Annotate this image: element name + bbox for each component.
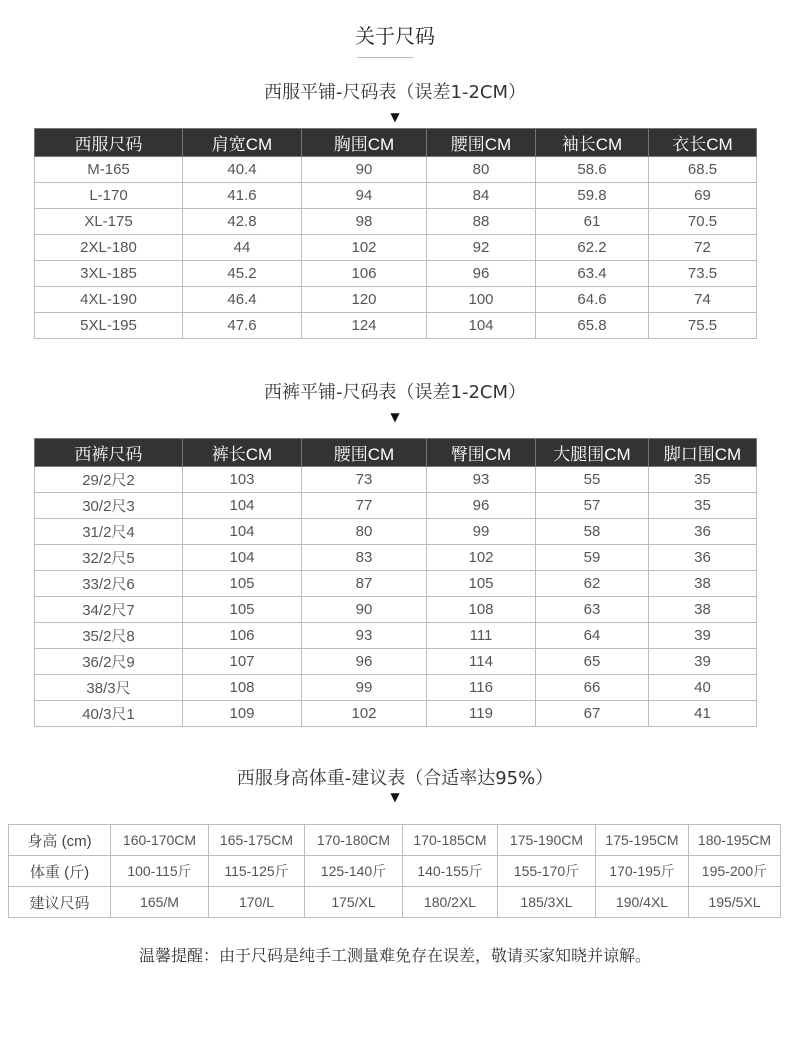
table-cell: 175-190CM [498,825,596,856]
column-header: 西裤尺码 [35,439,183,467]
table-cell: 96 [302,649,427,675]
table-cell: 36 [649,545,757,571]
table-cell: 99 [302,675,427,701]
row-label-cell: L-170 [35,183,183,209]
table-cell: 40.4 [183,157,302,183]
table-cell: 35 [649,493,757,519]
table-cell: 59.8 [536,183,649,209]
table-cell: 111 [427,623,536,649]
table-cell: 35 [649,467,757,493]
table-cell: 104 [183,519,302,545]
table-cell: 195-200斤 [689,856,781,887]
table-cell: 190/4XL [596,887,689,918]
column-header: 衣长CM [649,129,757,157]
table-row [35,545,757,571]
row-label-cell: 2XL-180 [35,235,183,261]
table-row [9,887,781,918]
table-cell: 115-125斤 [209,856,305,887]
table-cell: 90 [302,157,427,183]
table-cell: 80 [302,519,427,545]
table-row [9,825,781,856]
row-label-cell: 34/2尺7 [35,597,183,623]
table-cell: 165/M [111,887,209,918]
table-row [35,597,757,623]
table-cell: 39 [649,623,757,649]
table-cell: 105 [427,571,536,597]
table-cell: 195/5XL [689,887,781,918]
table-cell: 175-195CM [596,825,689,856]
row-label-cell: 33/2尺6 [35,571,183,597]
table-cell: 38 [649,571,757,597]
table-cell: 102 [427,545,536,571]
table-row [35,183,757,209]
title-divider [357,57,413,58]
table-header-row [35,129,757,157]
table-cell: 102 [302,235,427,261]
table-cell: 63 [536,597,649,623]
table-cell: 66 [536,675,649,701]
table-cell: 170-185CM [403,825,498,856]
table-cell: 38 [649,597,757,623]
table-cell: 94 [302,183,427,209]
table-cell: 75.5 [649,313,757,339]
table-cell: 165-175CM [209,825,305,856]
table-cell: 58.6 [536,157,649,183]
table-cell: 108 [427,597,536,623]
table-cell: 93 [427,467,536,493]
table-cell: 61 [536,209,649,235]
suit-arrow-down-icon: ▼ [390,110,400,124]
row-label-cell: 身高 (cm) [9,825,111,856]
table-cell: 98 [302,209,427,235]
table-cell: 180-195CM [689,825,781,856]
column-header: 西服尺码 [35,129,183,157]
table-cell: 36 [649,519,757,545]
table-cell: 116 [427,675,536,701]
column-header: 臀围CM [427,439,536,467]
table-cell: 62 [536,571,649,597]
table-cell: 74 [649,287,757,313]
table-cell: 175/XL [305,887,403,918]
table-row [35,209,757,235]
column-header: 袖长CM [536,129,649,157]
table-row [35,571,757,597]
suit-size-table [34,128,757,339]
table-cell: 100-115斤 [111,856,209,887]
pants-size-table [34,438,757,727]
table-cell: 44 [183,235,302,261]
suit-table-title: 西服平铺-尺码表（误差1-2CM） [264,82,526,103]
table-cell: 155-170斤 [498,856,596,887]
table-cell: 83 [302,545,427,571]
table-cell: 104 [427,313,536,339]
table-cell: 105 [183,571,302,597]
table-cell: 102 [302,701,427,727]
table-cell: 72 [649,235,757,261]
table-cell: 73 [302,467,427,493]
recommend-table-title: 西服身高体重-建议表（合适率达95%） [236,768,554,789]
pants-table-title: 西裤平铺-尺码表（误差1-2CM） [264,382,526,403]
table-cell: 170/L [209,887,305,918]
table-row [35,287,757,313]
table-row [35,261,757,287]
table-cell: 64 [536,623,649,649]
table-header-row [35,439,757,467]
column-header: 腰围CM [427,129,536,157]
row-label-cell: M-165 [35,157,183,183]
table-cell: 42.8 [183,209,302,235]
table-cell: 55 [536,467,649,493]
table-cell: 65.8 [536,313,649,339]
column-header: 脚口围CM [649,439,757,467]
table-cell: 119 [427,701,536,727]
table-cell: 47.6 [183,313,302,339]
row-label-cell: 36/2尺9 [35,649,183,675]
table-cell: 90 [302,597,427,623]
table-cell: 96 [427,493,536,519]
table-cell: 170-180CM [305,825,403,856]
row-label-cell: 建议尺码 [9,887,111,918]
table-row [35,467,757,493]
table-cell: 103 [183,467,302,493]
row-label-cell: 31/2尺4 [35,519,183,545]
table-cell: 109 [183,701,302,727]
table-cell: 80 [427,157,536,183]
row-label-cell: 32/2尺5 [35,545,183,571]
table-row [35,235,757,261]
table-cell: 125-140斤 [305,856,403,887]
table-cell: 67 [536,701,649,727]
table-cell: 106 [183,623,302,649]
table-row [35,157,757,183]
table-cell: 77 [302,493,427,519]
table-cell: 124 [302,313,427,339]
row-label-cell: XL-175 [35,209,183,235]
table-cell: 105 [183,597,302,623]
table-cell: 62.2 [536,235,649,261]
size-disclaimer-note: 温馨提醒：由于尺码是纯手工测量难免存在误差，敬请买家知晓并谅解。 [138,946,651,965]
table-cell: 57 [536,493,649,519]
recommend-arrow-down-icon: ▼ [390,790,400,804]
table-cell: 107 [183,649,302,675]
row-label-cell: 40/3尺1 [35,701,183,727]
table-cell: 93 [302,623,427,649]
row-label-cell: 5XL-195 [35,313,183,339]
table-cell: 120 [302,287,427,313]
table-cell: 106 [302,261,427,287]
table-cell: 46.4 [183,287,302,313]
table-cell: 104 [183,493,302,519]
row-label-cell: 29/2尺2 [35,467,183,493]
table-row [9,856,781,887]
table-row [35,623,757,649]
column-header: 大腿围CM [536,439,649,467]
column-header: 裤长CM [183,439,302,467]
table-cell: 65 [536,649,649,675]
table-cell: 45.2 [183,261,302,287]
table-cell: 108 [183,675,302,701]
table-row [35,519,757,545]
height-weight-recommend-table [8,824,781,918]
table-row [35,649,757,675]
pants-arrow-down-icon: ▼ [390,410,400,424]
table-cell: 69 [649,183,757,209]
table-cell: 41.6 [183,183,302,209]
table-cell: 100 [427,287,536,313]
column-header: 胸围CM [302,129,427,157]
table-cell: 63.4 [536,261,649,287]
table-cell: 104 [183,545,302,571]
table-row [35,493,757,519]
table-row [35,701,757,727]
table-cell: 185/3XL [498,887,596,918]
table-cell: 87 [302,571,427,597]
column-header: 腰围CM [302,439,427,467]
page-title: 关于尺码 [355,24,435,48]
table-cell: 58 [536,519,649,545]
table-cell: 92 [427,235,536,261]
table-cell: 40 [649,675,757,701]
table-cell: 59 [536,545,649,571]
row-label-cell: 体重 (斤) [9,856,111,887]
row-label-cell: 38/3尺 [35,675,183,701]
table-cell: 68.5 [649,157,757,183]
table-cell: 140-155斤 [403,856,498,887]
table-cell: 180/2XL [403,887,498,918]
table-cell: 73.5 [649,261,757,287]
table-cell: 170-195斤 [596,856,689,887]
table-row [35,675,757,701]
table-cell: 99 [427,519,536,545]
row-label-cell: 4XL-190 [35,287,183,313]
row-label-cell: 3XL-185 [35,261,183,287]
column-header: 肩宽CM [183,129,302,157]
table-cell: 88 [427,209,536,235]
table-cell: 84 [427,183,536,209]
table-row [35,313,757,339]
table-cell: 96 [427,261,536,287]
table-cell: 64.6 [536,287,649,313]
table-cell: 160-170CM [111,825,209,856]
table-cell: 41 [649,701,757,727]
row-label-cell: 30/2尺3 [35,493,183,519]
table-cell: 39 [649,649,757,675]
table-cell: 70.5 [649,209,757,235]
row-label-cell: 35/2尺8 [35,623,183,649]
table-cell: 114 [427,649,536,675]
